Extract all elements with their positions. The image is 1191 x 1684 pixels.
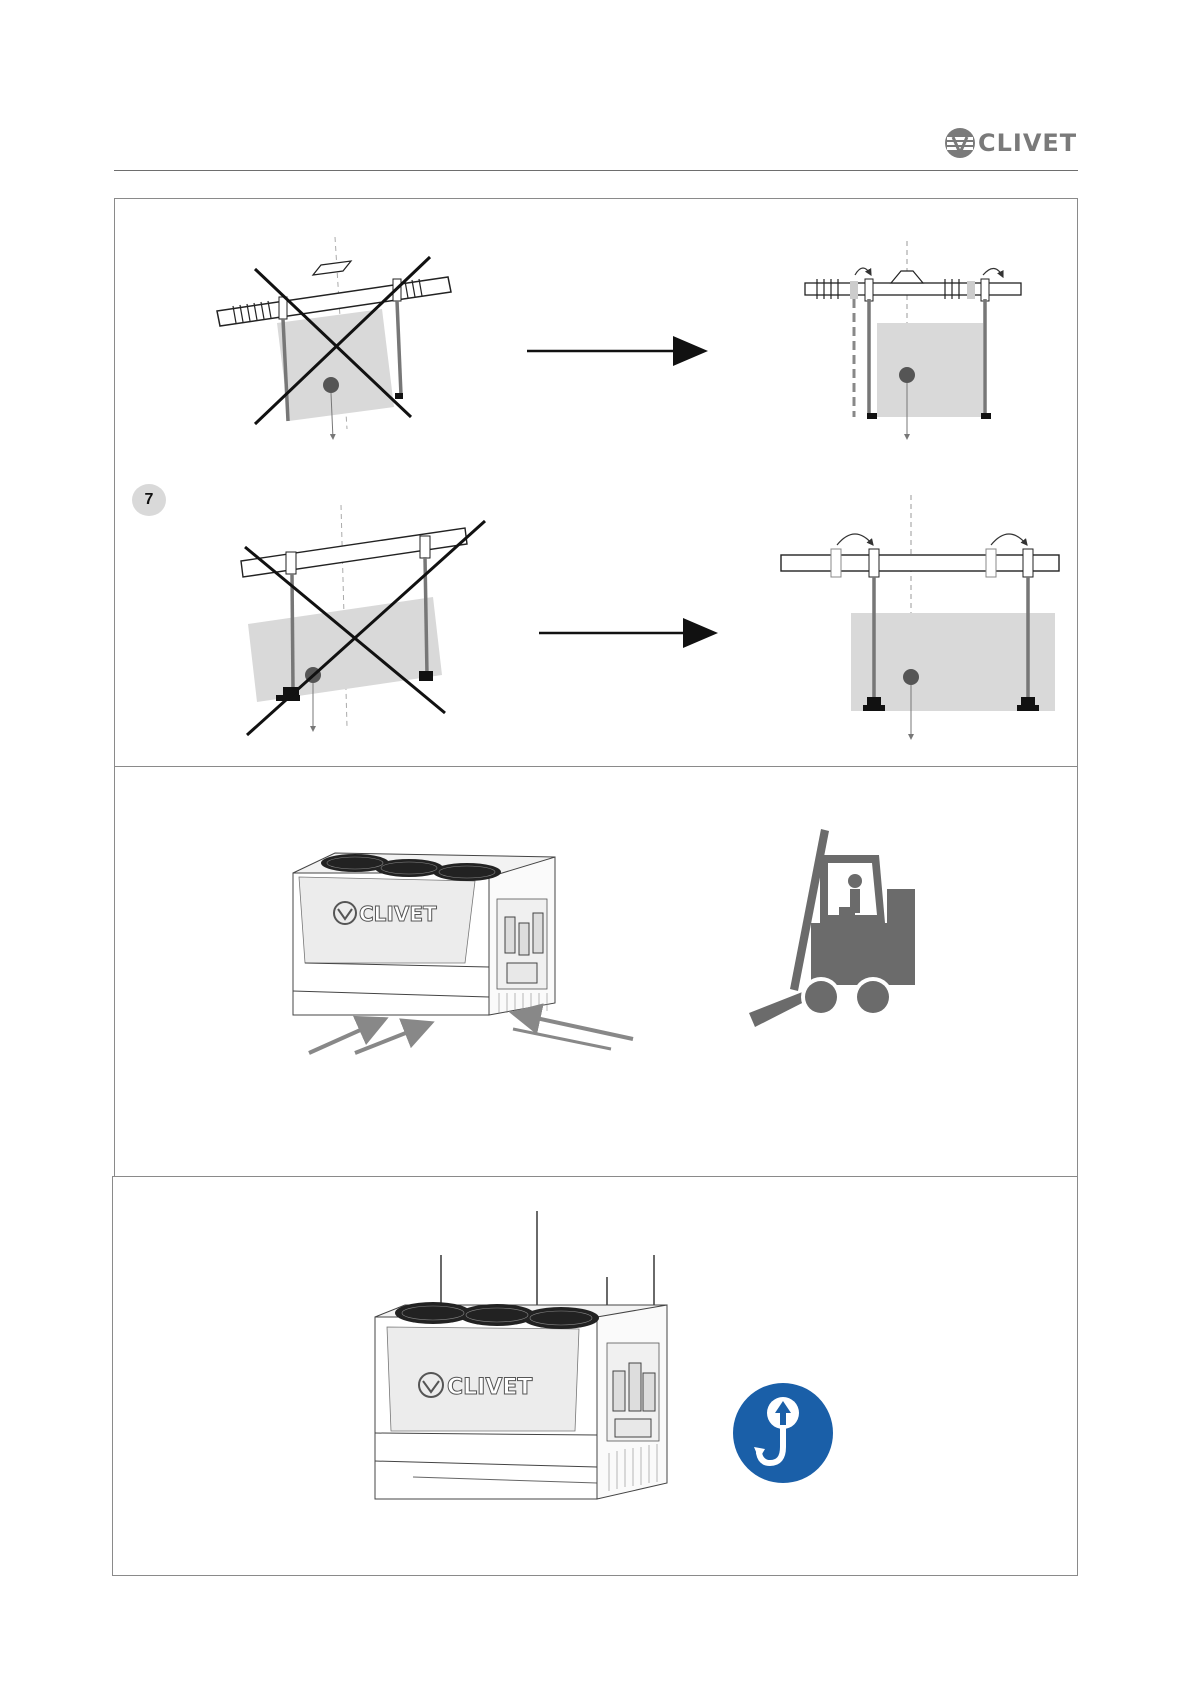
brand-emblem-icon (944, 126, 978, 160)
fork-arrow (513, 1013, 633, 1039)
unbalanced-frame-wrong-figure (241, 505, 485, 735)
fork-arrow (309, 1019, 385, 1053)
chiller-unit-illustration (375, 1302, 667, 1499)
brand-logo (944, 126, 1086, 164)
crane-hook-sign-icon (733, 1383, 833, 1483)
balanced-bar-correct-figure (805, 241, 1021, 439)
forklift-panel (114, 766, 1078, 1178)
unbalanced-bar-wrong-figure (217, 237, 451, 439)
chiller-unit-illustration (293, 853, 555, 1015)
balanced-frame-correct-figure (781, 495, 1059, 739)
step-badge: 7 (132, 484, 166, 516)
forklift-icon (749, 829, 915, 1027)
header-rule (114, 170, 1078, 171)
balance-panel (114, 198, 1078, 768)
unit-brand-text: CLIVET (359, 902, 437, 926)
crane-panel (112, 1176, 1078, 1576)
brand-logo-text: CLIVET (978, 129, 1078, 157)
unit-brand-text: CLIVET (447, 1375, 533, 1400)
